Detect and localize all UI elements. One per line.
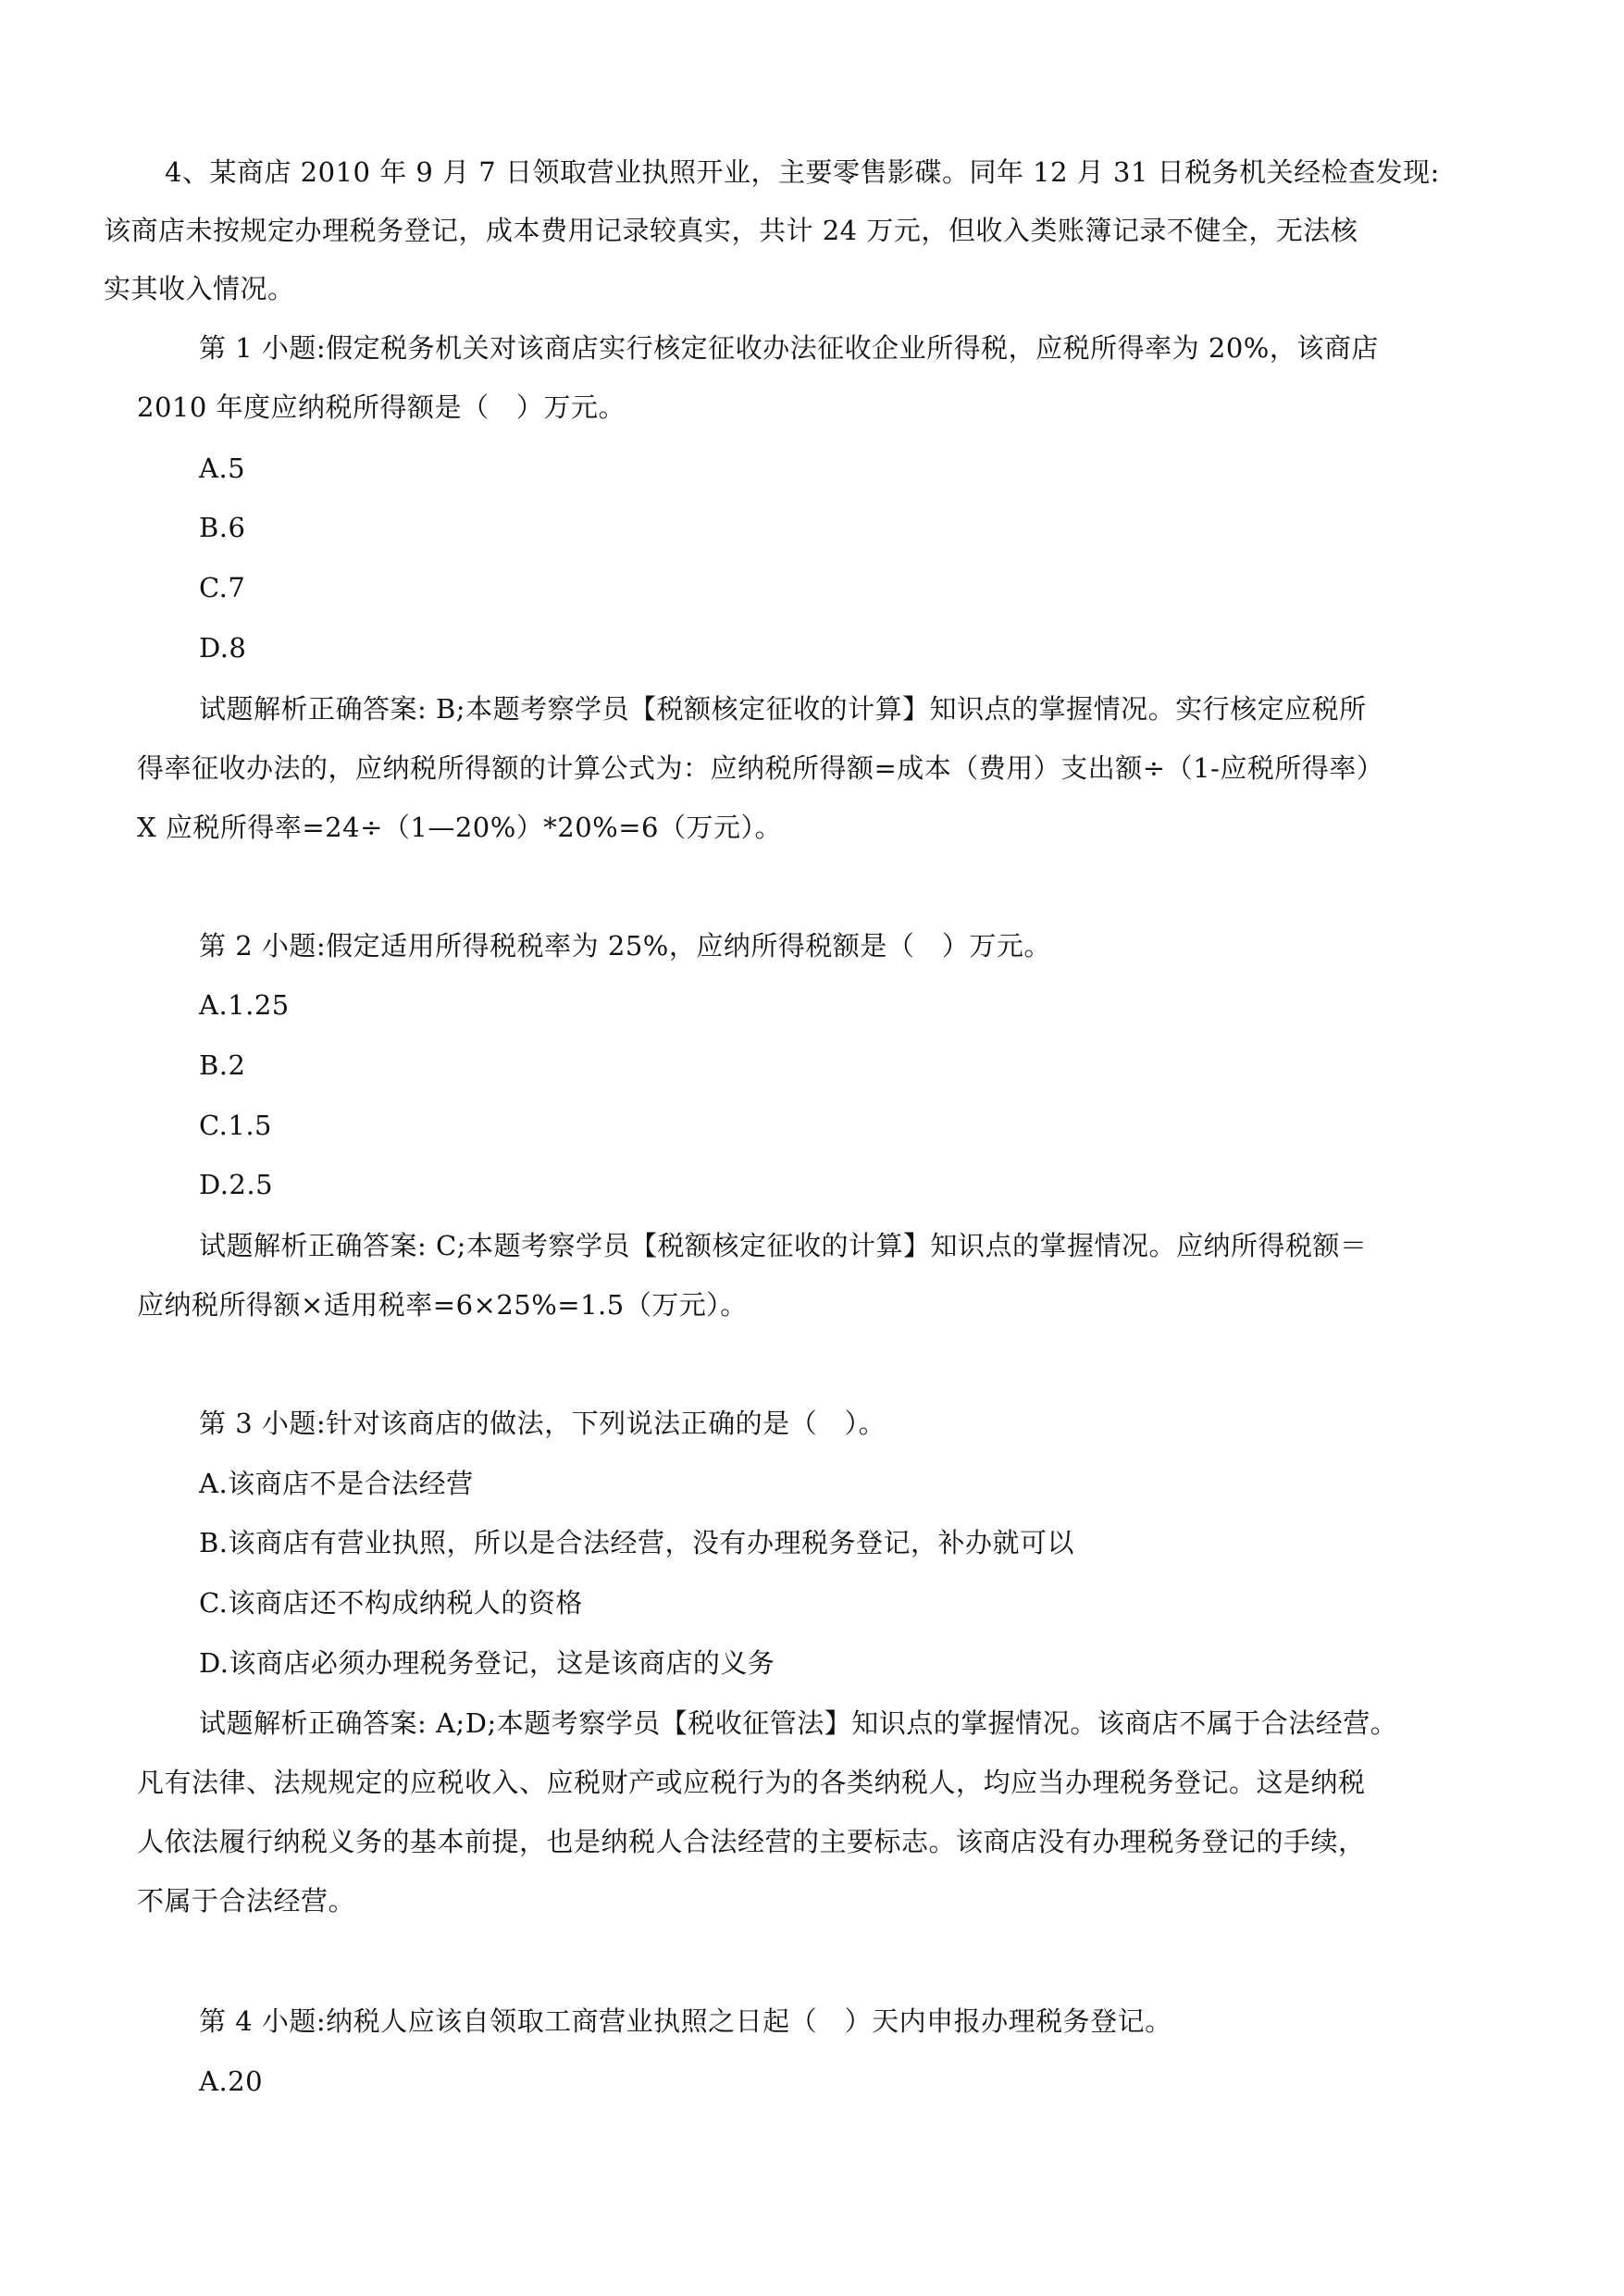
q3-option-a: A.该商店不是合法经营 bbox=[199, 1468, 474, 1499]
intro-line: 4、某商店 2010 年 9 月 7 日领取营业执照开业，主要零售影碟。同年 12 月 31 日税务机关经检查发现: bbox=[165, 156, 1440, 188]
q2-analysis-line: 试题解析正确答案: C;本题考察学员【税额核定征收的计算】知识点的掌握情况。应纳所得税额＝ bbox=[199, 1230, 1368, 1261]
q3-analysis-line: 凡有法律、法规规定的应税收入、应税财产或应税行为的各类纳税人，均应当办理税务登记。这是纳税 bbox=[137, 1767, 1366, 1798]
q1-analysis-line: 得率征收办法的，应纳税所得额的计算公式为：应纳税所得额=成本（费用）支出额÷（1-应税所得率） bbox=[137, 752, 1384, 784]
intro-line: 实其收入情况。 bbox=[104, 273, 295, 304]
q3-analysis-line: 人依法履行纳税义务的基本前提，也是纳税人合法经营的主要标志。该商店没有办理税务登记的手续， bbox=[137, 1826, 1366, 1857]
q1-question-line: 第 1 小题:假定税务机关对该商店实行核定征收办法征收企业所得税，应税所得率为 20%，该商店 bbox=[199, 332, 1379, 364]
q1-option-c: C.7 bbox=[199, 572, 246, 603]
q2-analysis-line: 应纳税所得额×适用税率=6×25%=1.5（万元）。 bbox=[137, 1289, 748, 1321]
q3-analysis-line: 不属于合法经营。 bbox=[137, 1885, 356, 1917]
q2-option-c: C.1.5 bbox=[199, 1110, 272, 1141]
q1-option-d: D.8 bbox=[199, 632, 247, 664]
q3-analysis-line: 试题解析正确答案: A;D;本题考察学员【税收征管法】知识点的掌握情况。该商店不属于合法经营。 bbox=[199, 1707, 1398, 1739]
intro-line: 该商店未按规定办理税务登记，成本费用记录较真实，共计 24 万元，但收入类账簿记录不健全，无法核 bbox=[104, 215, 1358, 246]
q2-option-a: A.1.25 bbox=[199, 989, 290, 1021]
q4-question-line: 第 4 小题:纳税人应该自领取工商营业执照之日起（ ）天内申报办理税务登记。 bbox=[199, 2005, 1172, 2037]
q1-option-a: A.5 bbox=[199, 453, 246, 484]
q3-option-c: C.该商店还不构成纳税人的资格 bbox=[199, 1587, 583, 1619]
q1-analysis-line: X 应税所得率=24÷（1—20%）*20%=6（万元）。 bbox=[137, 812, 782, 843]
q3-option-d: D.该商店必须办理税务登记，这是该商店的义务 bbox=[199, 1647, 775, 1679]
q3-question-line: 第 3 小题:针对该商店的做法，下列说法正确的是（ ）。 bbox=[199, 1408, 886, 1439]
q1-question-line: 2010 年度应纳税所得额是（ ）万元。 bbox=[137, 391, 626, 423]
q1-analysis-line: 试题解析正确答案: B;本题考察学员【税额核定征收的计算】知识点的掌握情况。实行核定应税所 bbox=[199, 693, 1367, 725]
q2-question-line: 第 2 小题:假定适用所得税税率为 25%，应纳所得税额是（ ）万元。 bbox=[199, 930, 1051, 962]
q3-option-b: B.该商店有营业执照，所以是合法经营，没有办理税务登记，补办就可以 bbox=[199, 1527, 1075, 1558]
q2-option-b: B.2 bbox=[199, 1049, 246, 1081]
q1-option-b: B.6 bbox=[199, 512, 246, 543]
q4-option-a: A.20 bbox=[199, 2066, 264, 2097]
q2-option-d: D.2.5 bbox=[199, 1169, 274, 1200]
